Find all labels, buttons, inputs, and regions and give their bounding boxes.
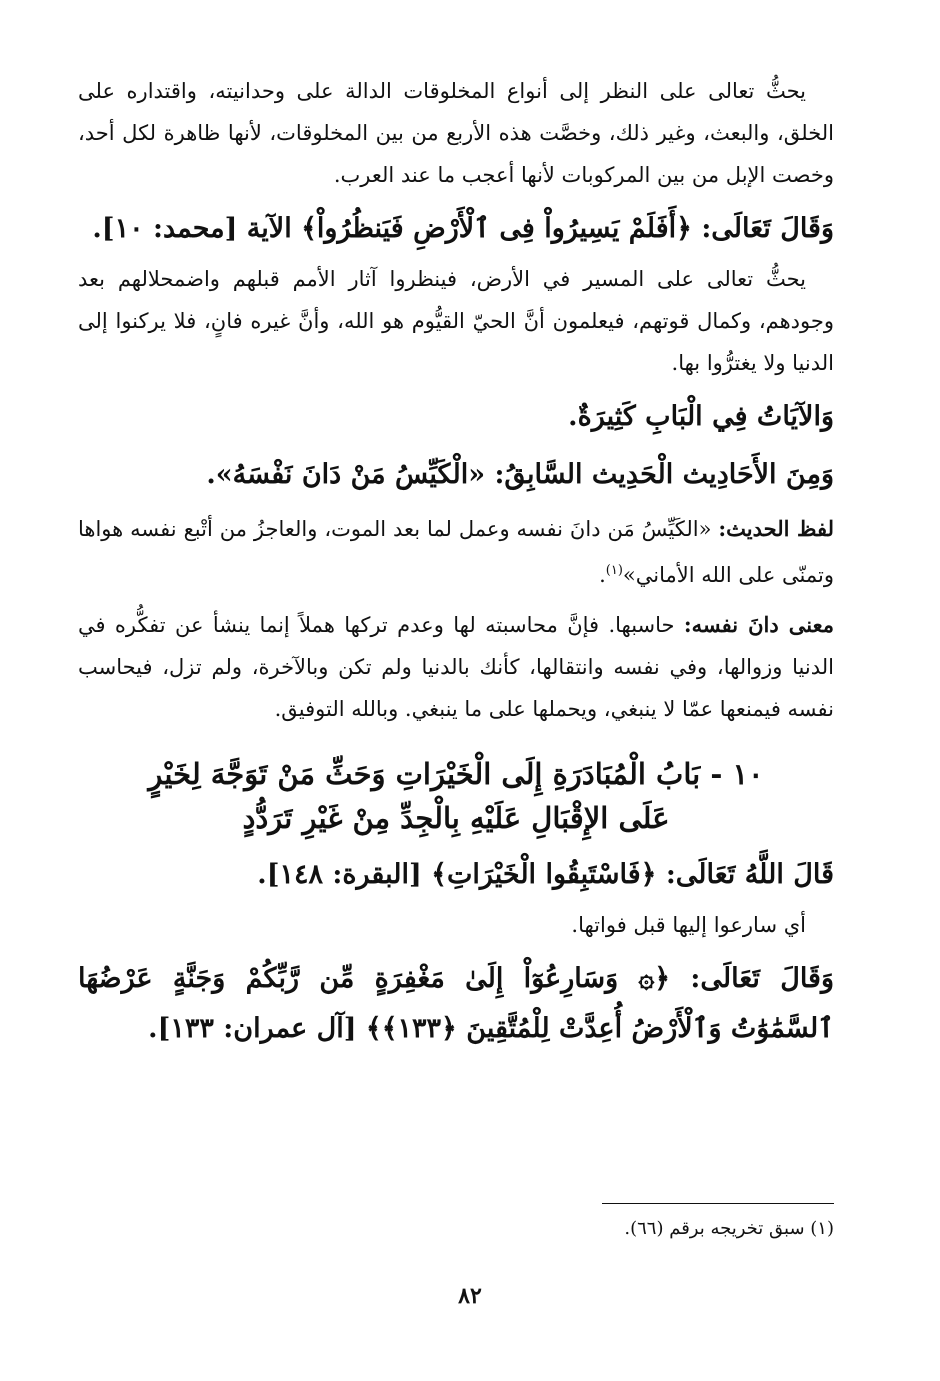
page-number: ٨٢ [458,1283,482,1309]
paragraph-explanation: أي سارعوا إليها قبل فواتها. [571,913,806,937]
meaning-label: معنى دانَ نفسه: [683,612,834,637]
verse-heading-4: وَقَالَ تَعَالَى: ﴿۞ وَسَارِعُوٓاْ إِلَىٰ مَغْفِرَةٍ مِّن رَّبِّكُمْ وَجَنَّةٍ عَرْضُهَا ٱلسَّمَٰوَٰتُ وَٱلْأَرْضُ أُعِدَّتْ لِلْمُتَّقِينَ ﴿١٣٣﴾﴾ [آل عمران: ١٣٣]. [78,963,834,1044]
hadith-heading: وَمِنَ الأَحَادِيث الْحَدِيث السَّابِقُ: «الْكَيِّسُ مَنْ دَانَ نَفْسَهُ». [206,459,834,490]
paragraph-1: يحثُّ تعالى على النظر إلى أنواع المخلوقات الدالة على وحدانيته، واقتداره على الخلق، والبعث، وغير ذلك، وخصَّت هذه الأربع من بين المخلوقات، لأنها ظاهرة لكل أحد، وخصت الإبل من بين المركوبات لأنها أعجب ما عند العرب. [78,79,834,187]
paragraph-2: يحثُّ تعالى على المسير في الأرض، فينظروا آثار الأمم قبلهم واضمحلالهم بعد وجودهم، وكمال قوتهم، فيعلمون أنَّ الحيّ القيُّوم هو الله، وأنَّ غيره فانٍ، فلا يركنوا إلى الدنيا ولا يغترُّوا بها. [78,267,834,375]
meaning-paragraph [78,604,834,730]
verse-heading-2: وَالآيَاتُ فِي الْبَابِ كَثِيرَةٌ. [568,401,834,432]
chapter-title [78,752,834,840]
footnote: (١) سبق تخريجه برقم (٦٦). [624,1218,834,1239]
hadith-text-paragraph [78,508,834,596]
verse-heading-1: وَقَالَ تَعَالَى: ﴿أَفَلَمْ يَسِيرُواْ فِى ٱلْأَرْضِ فَيَنظُرُواْ﴾ الآية [محمد: ١٠]. [92,213,834,244]
footnote-reference[interactable]: (١) [605,563,623,578]
footnote-divider [602,1203,834,1204]
hadith-label: لفظ الحديث: [718,516,834,541]
chapter-title-line-2: عَلَى الإِقْبَالِ عَلَيْهِ بِالْجِدِّ مِنْ غَيْرِ تَرَدُّدٍ [242,801,670,835]
page-body [78,70,834,1058]
verse-heading-3: قَالَ اللَّهُ تَعَالَى: ﴿فَاسْتَبِقُوا الْخَيْرَاتِ﴾ [البقرة: ١٤٨]. [257,859,834,890]
chapter-title-line-1: ١٠ - بَابُ الْمُبَادَرَةِ إِلَى الْخَيْرَاتِ وَحَثِّ مَنْ تَوَجَّهَ لِخَيْرٍ [148,757,764,791]
hadith-text: «الكَيِّسُ مَن دانَ نفسه وعمل لما بعد الموت، والعاجزُ من أتْبع نفسه هواها وتمنّى على الله الأماني» [78,517,834,587]
meaning-text: حاسبها. فإنَّ محاسبته لها وعدم تركها هملاً إنما ينشأ عن تفكُّره في الدنيا وزوالها، وفي نفسه وانتقالها، كأنك بالدنيا ولم تكن وبالآخرة، ولم تزل، فيحاسب نفسه فيمنعها عمّا لا ينبغي، ويحملها على ما ينبغي. وبالله التوفيق. [78,613,834,721]
hadith-end: . [599,563,606,587]
